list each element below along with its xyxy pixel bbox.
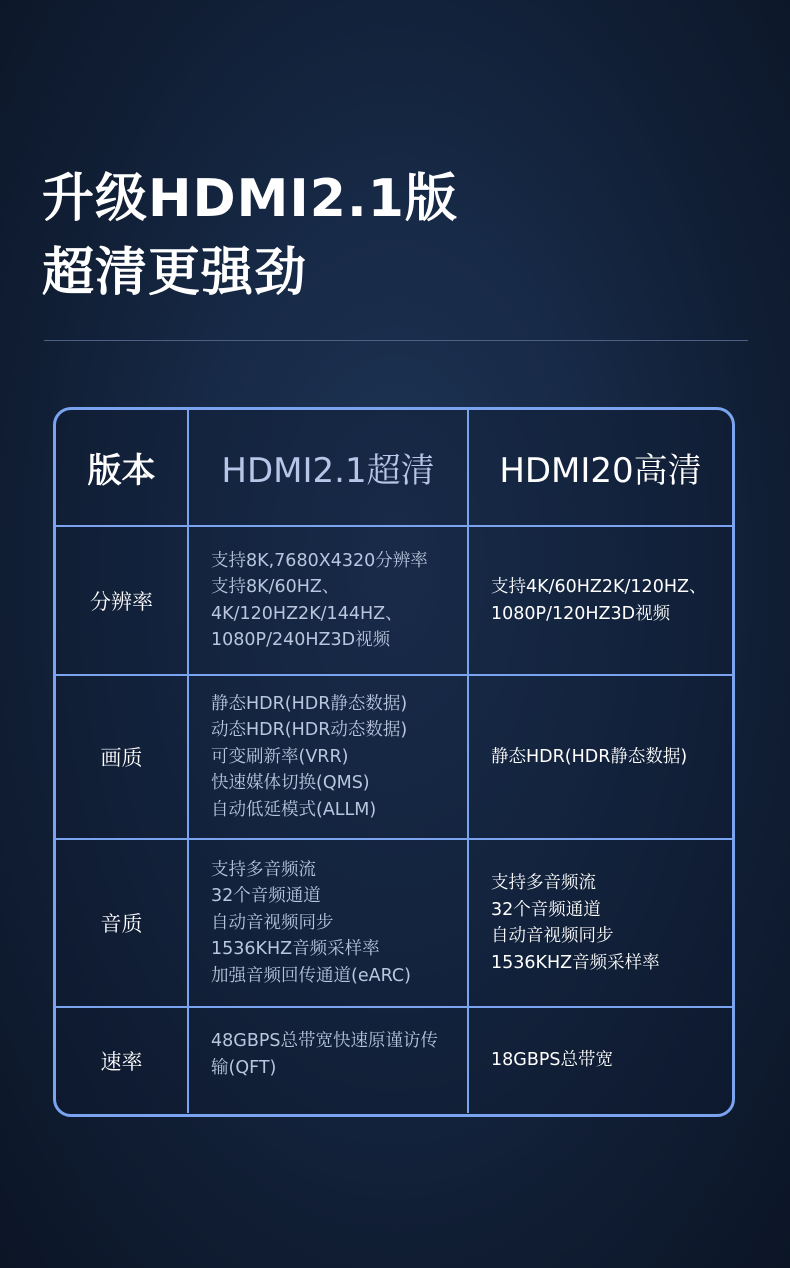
list-item: 快速媒体切换(QMS) [211, 773, 370, 794]
audio-quality-hdmi20-list [491, 870, 660, 976]
list-item: 4K/120HZ2K/144HZ、 [211, 603, 403, 624]
list-item: 48GBPS总带宽快速原谨访传 [211, 1031, 438, 1051]
headline-divider [44, 340, 748, 341]
row-label-audio-quality: 音质 [56, 840, 189, 1008]
audio-quality-hdmi20-cell [469, 840, 732, 1008]
list-item: 支持多音频流 [491, 873, 596, 893]
list-item: 1080P/240HZ3D视频 [211, 630, 391, 650]
header-version-label: 版本 [56, 410, 189, 527]
list-item: 动态HDR(HDR动态数据) [211, 720, 408, 741]
list-item: 支持多音频流 [211, 859, 316, 880]
list-item: 自动音视频同步 [211, 912, 334, 933]
picture-quality-hdmi21-list [211, 691, 407, 824]
audio-quality-hdmi21-cell [189, 840, 469, 1008]
speed-hdmi21-list [211, 1028, 438, 1081]
list-item: 支持8K/60HZ、 [211, 577, 340, 597]
page-headline [42, 162, 458, 310]
list-item: 32个音频通道 [211, 886, 321, 907]
list-item: 1536KHZ音频采样率 [211, 939, 380, 960]
list-item: 32个音频通道 [491, 899, 601, 920]
headline-line-1: 升级HDMI2.1版 [42, 169, 458, 229]
list-item: 18GBPS总带宽 [491, 1050, 613, 1071]
list-item: 自动低延模式(ALLM) [211, 799, 377, 820]
resolution-hdmi21-cell [189, 527, 469, 676]
audio-quality-hdmi21-list [211, 857, 411, 990]
list-item: 输(QFT) [211, 1057, 277, 1078]
list-item: 静态HDR(HDR静态数据) [211, 693, 408, 714]
resolution-hdmi20-list [491, 574, 706, 627]
row-label-picture-quality: 画质 [56, 676, 189, 840]
list-item: 1536KHZ音频采样率 [491, 952, 660, 973]
picture-quality-hdmi21-cell [189, 676, 469, 840]
comparison-grid [56, 410, 732, 1114]
picture-quality-hdmi20-cell [469, 676, 732, 840]
header-hdmi21: HDMI2.1超清 [189, 410, 469, 527]
list-item: 加强音频回传通道(eARC) [211, 965, 411, 986]
list-item: 支持8K,7680X4320分辨率 [211, 550, 428, 571]
speed-hdmi20-cell [469, 1008, 732, 1113]
list-item: 静态HDR(HDR静态数据) [491, 746, 688, 767]
list-item: 可变刷新率(VRR) [211, 746, 349, 767]
speed-hdmi20-list [491, 1047, 613, 1074]
headline-line-2: 超清更强劲 [42, 243, 308, 303]
speed-hdmi21-cell [189, 1008, 469, 1113]
list-item: 1080P/120HZ3D视频 [491, 603, 671, 624]
list-item: 支持4K/60HZ2K/120HZ、 [491, 577, 707, 597]
picture-quality-hdmi20-list [491, 744, 687, 771]
resolution-hdmi21-list [211, 548, 428, 654]
list-item: 自动音视频同步 [491, 926, 614, 946]
header-hdmi20: HDMI20高清 [469, 410, 732, 527]
row-label-resolution: 分辨率 [56, 527, 189, 676]
row-label-speed: 速率 [56, 1008, 189, 1113]
resolution-hdmi20-cell [469, 527, 732, 676]
comparison-table [53, 407, 735, 1117]
